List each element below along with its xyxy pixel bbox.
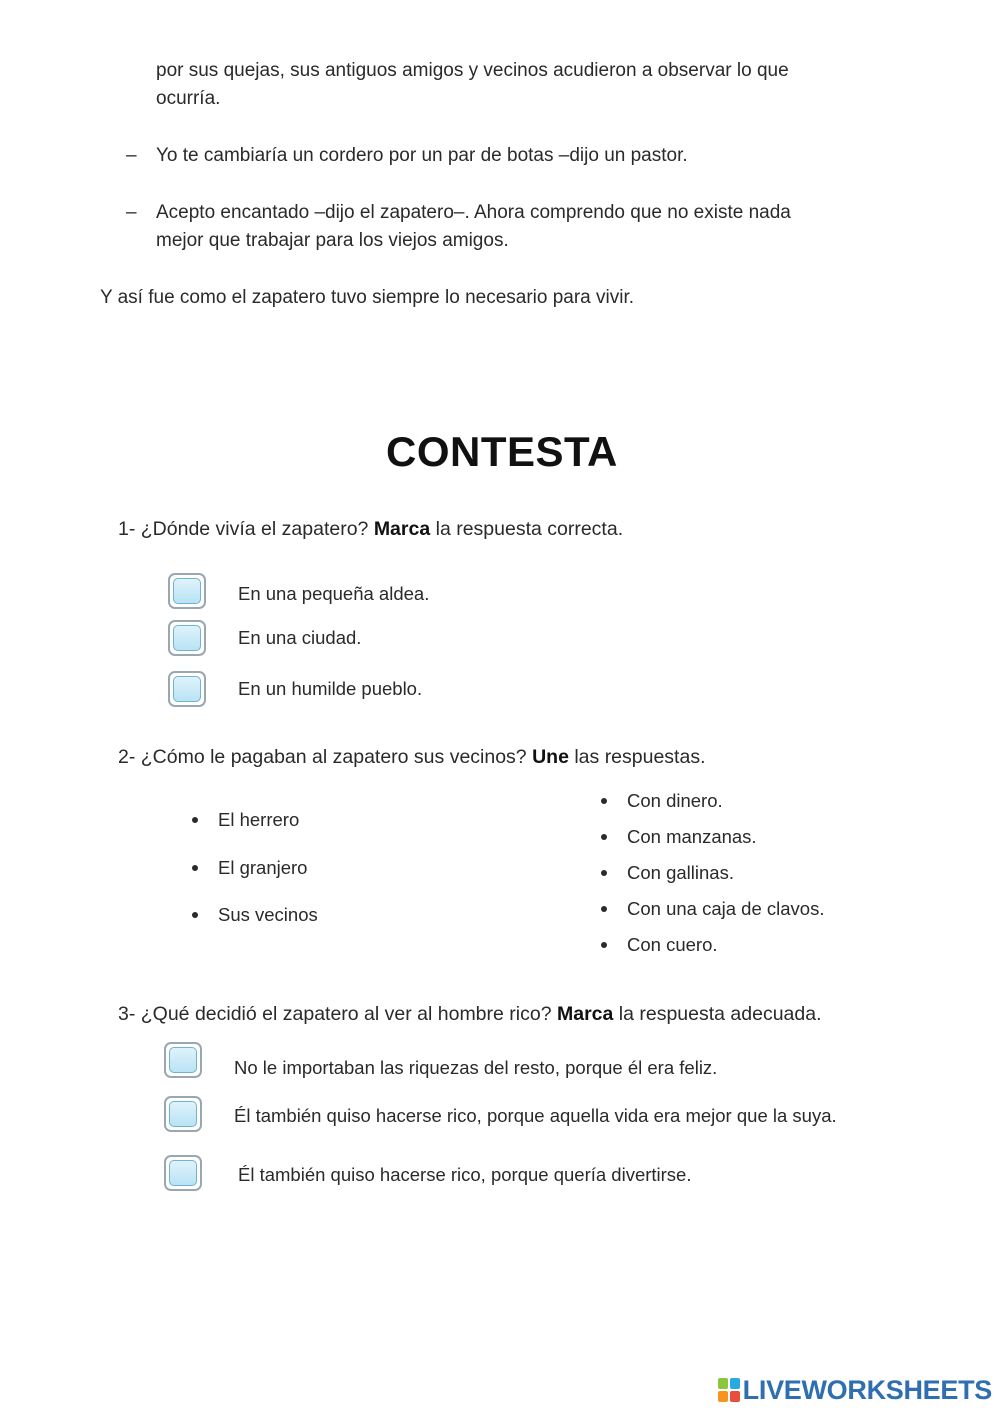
story-line-2: ocurría. xyxy=(156,88,221,109)
q2-right-item-2[interactable]: Con manzanas. xyxy=(627,826,757,847)
q1-option-1-label: En una pequeña aldea. xyxy=(238,583,430,604)
dialogue-line-1: Yo te cambiaría un cordero por un par de botas –dijo un pastor. xyxy=(156,145,688,166)
question-2 xyxy=(118,743,706,771)
q2-right-item-4[interactable]: Con una caja de clavos. xyxy=(627,898,825,919)
logo-square-blue xyxy=(730,1378,740,1389)
logo-square-green xyxy=(718,1378,728,1389)
q2-right-item-5[interactable]: Con cuero. xyxy=(627,934,718,955)
q3-option-1-checkbox[interactable] xyxy=(164,1042,202,1078)
question-3 xyxy=(118,1000,822,1028)
q1-option-2-label: En una ciudad. xyxy=(238,627,362,648)
dialogue-dash-1: – xyxy=(126,145,137,166)
page-title: CONTESTA xyxy=(386,428,618,475)
q2-right-bullet-2 xyxy=(601,834,607,840)
q2-left-bullet-2 xyxy=(192,865,198,871)
q3-option-2-label: Él también quiso hacerse rico, porque aquella vida era mejor que la suya. xyxy=(234,1105,837,1126)
question-1-bold: Marca xyxy=(373,518,431,540)
q3-option-2-checkbox[interactable] xyxy=(164,1096,202,1132)
q2-left-bullet-3 xyxy=(192,912,198,918)
q2-right-item-1[interactable]: Con dinero. xyxy=(627,790,723,811)
q2-left-item-2[interactable]: El granjero xyxy=(218,857,308,878)
q2-right-bullet-4 xyxy=(601,906,607,912)
q2-right-bullet-1 xyxy=(601,798,607,804)
question-1-suffix: la respuesta correcta. xyxy=(435,518,624,540)
q3-option-3-checkbox[interactable] xyxy=(164,1155,202,1191)
q3-option-1-label: No le importaban las riquezas del resto, porque él era feliz. xyxy=(234,1057,718,1078)
liveworksheets-logo xyxy=(718,1373,992,1407)
question-1-prefix: 1- ¿Dónde vivía el zapatero? xyxy=(118,518,369,540)
dialogue-line-2b: mejor que trabajar para los viejos amigos. xyxy=(156,230,509,251)
q3-option-3-label: Él también quiso hacerse rico, porque quería divertirse. xyxy=(238,1164,692,1185)
question-3-prefix: 3- ¿Qué decidió el zapatero al ver al hombre rico? xyxy=(118,1003,552,1025)
q2-left-item-1[interactable]: El herrero xyxy=(218,809,300,830)
story-ending: Y así fue como el zapatero tuvo siempre lo necesario para vivir. xyxy=(100,287,635,308)
q2-right-bullet-3 xyxy=(601,870,607,876)
liveworksheets-logo-icon xyxy=(718,1378,740,1402)
question-1 xyxy=(118,515,623,543)
q1-option-3-label: En un humilde pueblo. xyxy=(238,678,423,699)
question-3-bold: Marca xyxy=(556,1003,614,1025)
q2-right-bullet-5 xyxy=(601,942,607,948)
story-line-1: por sus quejas, sus antiguos amigos y vecinos acudieron a observar lo que xyxy=(156,60,789,81)
question-2-suffix: las respuestas. xyxy=(574,746,706,768)
logo-square-red xyxy=(730,1391,740,1402)
question-2-prefix: 2- ¿Cómo le pagaban al zapatero sus vecinos? xyxy=(118,746,527,768)
q1-option-3-checkbox[interactable] xyxy=(168,671,206,707)
q2-right-item-3[interactable]: Con gallinas. xyxy=(627,862,734,883)
q2-left-item-3[interactable]: Sus vecinos xyxy=(218,904,318,925)
liveworksheets-logo-text: LIVEWORKSHEETS xyxy=(742,1374,992,1405)
q1-option-2-checkbox[interactable] xyxy=(168,620,206,656)
dialogue-dash-2: – xyxy=(126,202,137,223)
question-3-suffix: la respuesta adecuada. xyxy=(618,1003,822,1025)
dialogue-line-2a: Acepto encantado –dijo el zapatero–. Ahora comprendo que no existe nada xyxy=(156,202,791,223)
question-2-bold: Une xyxy=(532,746,569,768)
logo-square-orange xyxy=(718,1391,728,1402)
q1-option-1-checkbox[interactable] xyxy=(168,573,206,609)
q2-left-bullet-1 xyxy=(192,817,198,823)
